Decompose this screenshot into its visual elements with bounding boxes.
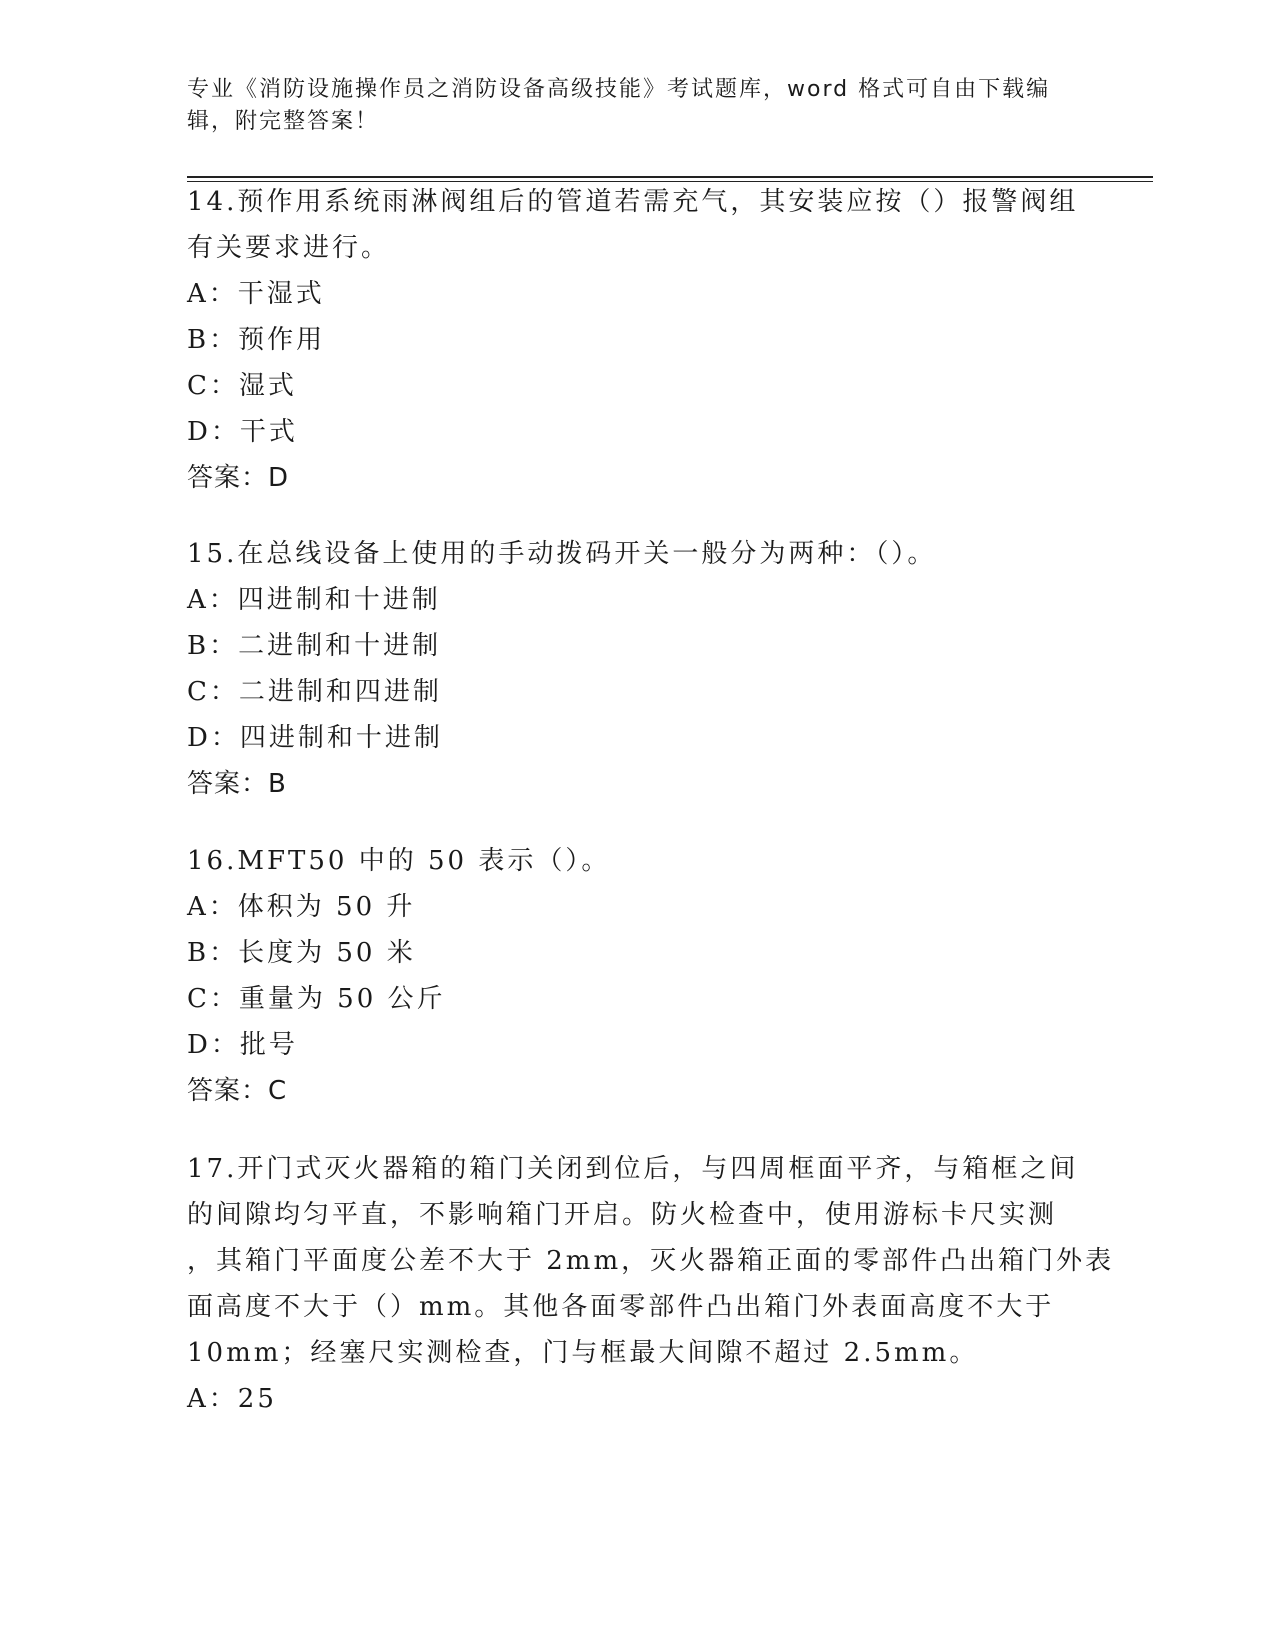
question-stem-line: 面高度不大于（）mm。其他各面零部件凸出箱门外表面高度不大于 [187,1292,1055,1322]
question-stem-line: 有关要求进行。 [187,233,391,263]
option-a: A：干湿式 [187,279,325,309]
question-16 [187,838,1087,1114]
option-d: D：批号 [187,1030,298,1060]
option-c: C：重量为 50 公斤 [187,984,446,1014]
option-a: A：25 [187,1384,277,1414]
answer-line: 答案：D [187,463,290,493]
question-stem-line: 15.在总线设备上使用的手动拨码开关一般分为两种：（）。 [187,539,937,569]
document-header [187,74,1067,138]
header-line-2: 辑，附完整答案！ [187,109,380,134]
option-c: C：二进制和四进制 [187,677,442,707]
question-stem-line: 14.预作用系统雨淋阀组后的管道若需充气，其安装应按（）报警阀组 [187,187,1079,217]
option-a: A：四进制和十进制 [187,585,441,615]
question-stem-line: ，其箱门平面度公差不大于 2mm，灭火器箱正面的零部件凸出箱门外表 [187,1246,1115,1276]
option-b: B：二进制和十进制 [187,631,442,661]
option-d: D：干式 [187,417,298,447]
question-stem-line: 17.开门式灭火器箱的箱门关闭到位后，与四周框面平齐，与箱框之间 [187,1154,1079,1184]
option-c: C：湿式 [187,371,297,401]
answer-line: 答案：C [187,1076,288,1106]
question-14 [187,179,1087,501]
option-a: A：体积为 50 升 [187,892,416,922]
option-d: D：四进制和十进制 [187,723,443,753]
option-b: B：长度为 50 米 [187,938,416,968]
question-15 [187,531,1087,807]
question-stem-line: 16.MFT50 中的 50 表示（）。 [187,846,611,876]
answer-line: 答案：B [187,769,287,799]
header-line-1: 专业《消防设施操作员之消防设备高级技能》考试题库，word 格式可自由下载编 [187,77,1051,102]
option-b: B：预作用 [187,325,326,355]
question-stem-line: 10mm；经塞尺实测检查，门与框最大间隙不超过 2.5mm。 [187,1338,979,1368]
question-17 [187,1146,1115,1422]
question-stem-line: 的间隙均匀平直，不影响箱门开启。防火检查中，使用游标卡尺实测 [187,1200,1058,1230]
header-divider-thick [187,176,1153,178]
